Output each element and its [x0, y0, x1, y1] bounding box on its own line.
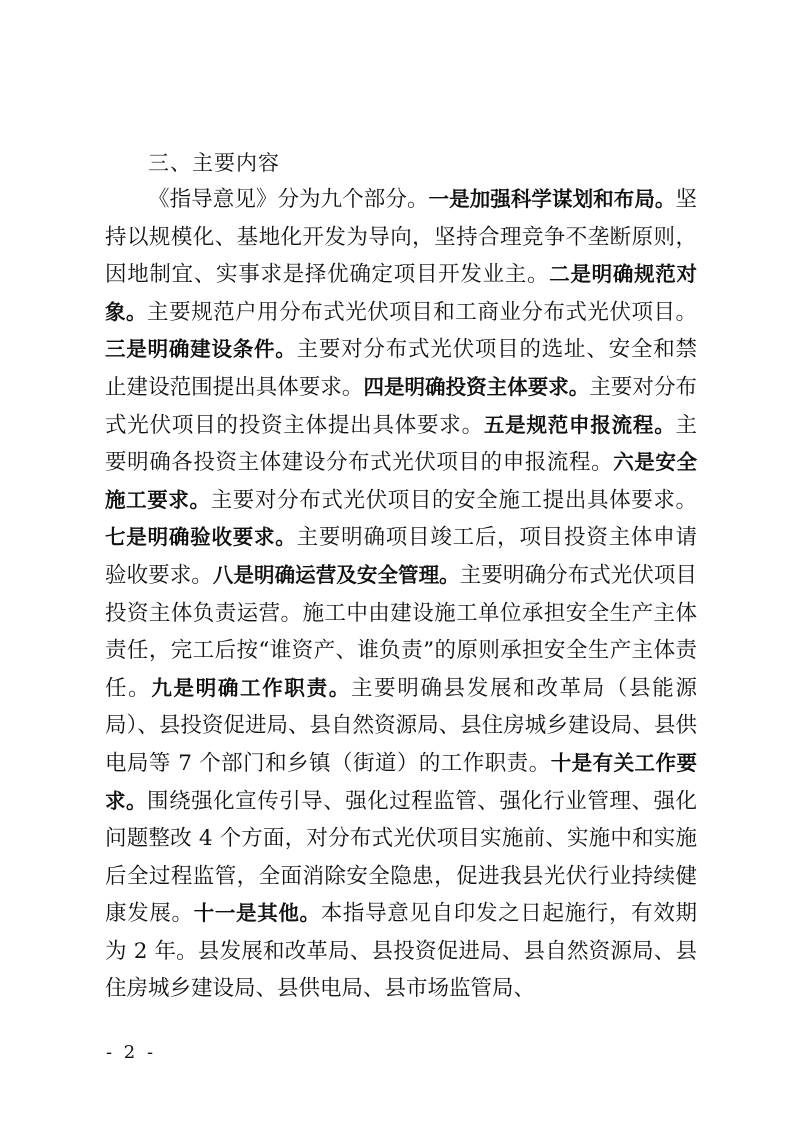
page-number: - 2 - — [106, 1042, 157, 1063]
body-paragraph — [105, 181, 697, 1008]
text-segment: 主要规范户用分布式光伏项目和工商业分布式光伏项目。 — [147, 299, 697, 325]
text-segment: 主要明确各投资主体建设分布式光伏项目的申报流程。 — [105, 412, 697, 476]
text-segment: 坚持以规模化、基地化开发为导向，坚持合理竞争不垄断原则，因地制宜、实事求是择优确定项目开发业主。 — [105, 187, 697, 288]
text-segment: 主要明确项目竣工后，项目投资主体申请验收要求。 — [105, 525, 697, 588]
text-segment: 围绕强化宣传引导、强化过程监管、强化行业管理、强化问题整改 4 个方面，对分布式光伏项目实施前、实施中和实施后全过程监管，全面消除安全隐患，促进我县光伏行业持续健康发展。 — [105, 788, 697, 927]
bold-point: 七是明确验收要求。 — [105, 525, 297, 550]
text-segment: 主要明确分布式光伏项目投资主体负责运营。施工中由建设施工单位承担安全生产主体责任，完工后按“谁资产、谁负责”的原则承担安全生产主体责任。 — [105, 562, 697, 701]
bold-point: 二是明确规范对象。 — [105, 262, 697, 324]
bold-point: 五是规范申报流程。 — [483, 412, 676, 437]
bold-point: 一是加强科学谋划和布局。 — [428, 187, 676, 211]
bold-point: 九是明确工作职责。 — [151, 675, 351, 700]
text-segment: 主要对分布式光伏项目的选址、安全和禁止建设范围提出具体要求。 — [105, 337, 697, 400]
text-segment: 主要明确县发展和改革局（县能源局）、县投资促进局、县自然资源局、县住房城乡建设局、县供电局等 7 个部门和乡镇（街道）的工作职责。 — [105, 675, 697, 776]
bold-point: 四是明确投资主体要求。 — [363, 374, 590, 399]
text-segment: 主要对分布式光伏项目的安全施工提出具体要求。 — [210, 487, 697, 513]
text-segment: 主要对分布式光伏项目的投资主体提出具体要求。 — [105, 374, 697, 438]
bold-point: 三是明确建设条件。 — [105, 337, 297, 362]
section-heading: 三、主要内容 — [148, 151, 280, 175]
bold-point: 十一是其他。 — [193, 901, 321, 926]
text-segment: 本指导意见自印发之日起施行，有效期为 2 年。县发展和改革局、县投资促进局、县自然资源局、县住房城乡建设局、县供电局、县市场监管局、 — [105, 901, 697, 1002]
text-segment: 《指导意见》分为九个部分。 — [148, 187, 429, 212]
bold-point: 十是有关工作要求。 — [105, 750, 697, 813]
bold-point: 六是安全施工要求。 — [105, 450, 697, 512]
bold-point: 八是明确运营及安全管理。 — [212, 562, 460, 587]
